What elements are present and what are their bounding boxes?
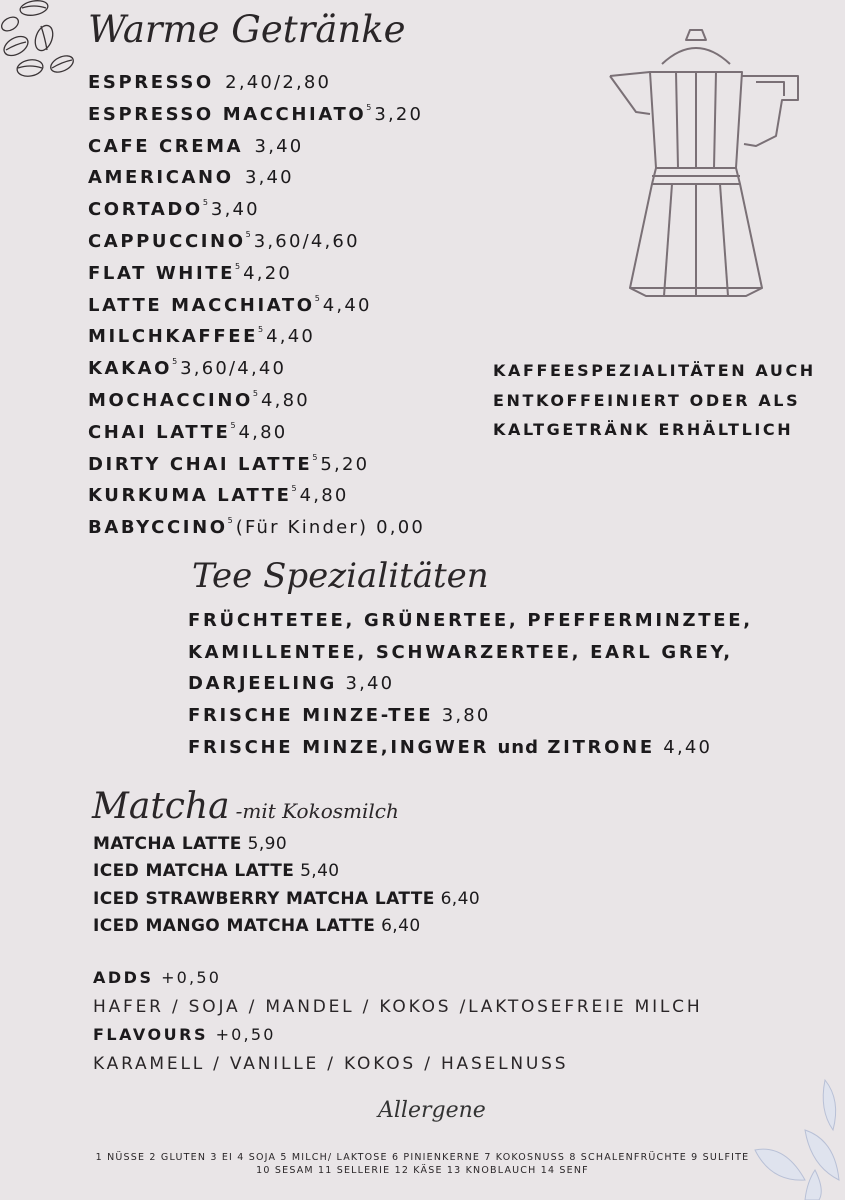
menu-item xyxy=(188,671,753,703)
item-price: 3,60/4,40 xyxy=(180,358,287,380)
allergen-legend xyxy=(0,1151,845,1177)
item-price: 2,40/2,80 xyxy=(225,72,332,93)
item-name: CORTADO xyxy=(88,199,203,221)
item-connector: und xyxy=(497,736,539,758)
adds-price: +0,50 xyxy=(161,968,222,987)
menu-item xyxy=(93,915,480,942)
allergen-marker: 5 xyxy=(230,420,236,430)
menu-item xyxy=(88,349,425,381)
tea-names: FRÜCHTETEE, GRÜNERTEE, PFEFFERMINZTEE, xyxy=(188,610,753,631)
item-name: ICED STRAWBERRY MATCHA LATTE xyxy=(93,888,435,909)
tea-line xyxy=(188,640,753,672)
menu-item xyxy=(188,703,753,735)
adds-label: ADDS xyxy=(93,968,154,987)
allergen-marker: 5 xyxy=(314,293,320,303)
menu-item xyxy=(88,63,425,95)
allergene-title: Allergene xyxy=(378,1098,486,1123)
item-price: 3,60/4,60 xyxy=(253,230,360,252)
allergen-marker: 5 xyxy=(366,102,372,112)
menu-item xyxy=(88,127,425,159)
menu-item xyxy=(88,317,425,349)
item-name: FRISCHE MINZE-TEE xyxy=(188,705,434,727)
item-name: DIRTY CHAI LATTE xyxy=(88,453,313,475)
adds-section xyxy=(93,966,702,1080)
adds-header xyxy=(93,966,702,995)
note-line: KALTGETRÄNK ERHÄLTLICH xyxy=(493,420,794,439)
menu-item xyxy=(88,254,425,286)
item-price: 6,40 xyxy=(381,915,421,936)
item-name: MOCHACCINO xyxy=(88,389,253,411)
allergen-marker: 5 xyxy=(312,452,318,462)
allergen-marker: 5 xyxy=(291,484,297,494)
section-title-matcha xyxy=(92,786,399,827)
item-price: 5,90 xyxy=(247,834,288,854)
coffee-beans-icon xyxy=(0,0,80,90)
allergen-line: 10 SESAM 11 SELLERIE 12 KÄSE 13 KNOBLAUCH 14 SENF xyxy=(256,1165,589,1176)
item-name: MILCHKAFFEE xyxy=(88,326,259,348)
item-price: 4,80 xyxy=(238,421,288,443)
flavours-options: KARAMELL / VANILLE / KOKOS / HASELNUSS xyxy=(93,1053,569,1074)
item-name: FLAT WHITE xyxy=(88,262,236,284)
item-price: 4,80 xyxy=(261,389,310,411)
item-price: 3,40 xyxy=(345,673,395,695)
note-line: ENTKOFFEINIERT ODER ALS xyxy=(493,390,801,410)
section-title-tee: Tee Spezialitäten xyxy=(192,556,489,596)
item-name: LATTE MACCHIATO xyxy=(88,294,315,316)
item-price: 5,40 xyxy=(300,861,340,882)
tea-names: KAMILLENTEE, SCHWARZERTEE, EARL GREY, xyxy=(188,641,733,663)
note-line: KAFFEESPEZIALITÄTEN AUCH xyxy=(493,361,816,380)
allergen-marker: 5 xyxy=(258,325,264,335)
item-name: CHAI LATTE xyxy=(88,421,231,443)
tea-line xyxy=(188,608,753,640)
flavours-label: FLAVOURS xyxy=(93,1025,208,1045)
menu-item xyxy=(88,476,425,508)
menu-item xyxy=(93,888,480,915)
item-price: 3,80 xyxy=(441,705,491,727)
item-price: 4,80 xyxy=(299,485,349,507)
menu-item xyxy=(88,445,425,477)
warm-drinks-list xyxy=(88,63,425,540)
item-name: KAKAO xyxy=(88,358,173,380)
menu-item xyxy=(188,735,753,767)
item-name: BABYCCINO xyxy=(88,517,228,539)
item-price: 5,20 xyxy=(320,453,370,475)
item-price: 3,40 xyxy=(210,199,260,221)
allergen-line: 1 NÜSSE 2 GLUTEN 3 EI 4 SOJA 5 MILCH/ LAKTOSE 6 PINIENKERNE 7 KOKOSNUSS 8 SCHALENFRÜCHTE 9 SULFITE xyxy=(95,1152,750,1163)
matcha-list xyxy=(93,833,480,942)
menu-item xyxy=(93,860,480,887)
menu-item xyxy=(88,190,425,222)
item-price: (Für Kinder) 0,00 xyxy=(235,517,426,539)
menu-item xyxy=(88,413,425,445)
allergen-marker: 5 xyxy=(227,516,233,526)
item-name: DARJEELING xyxy=(188,673,338,695)
section-title-warme-getraenke: Warme Getränke xyxy=(88,8,406,51)
item-price: 4,40 xyxy=(663,736,713,758)
item-name: ICED MANGO MATCHA LATTE xyxy=(93,915,376,936)
item-price: 3,40 xyxy=(254,135,304,157)
matcha-title: Matcha xyxy=(92,786,230,827)
matcha-subtitle: -mit Kokosmilch xyxy=(235,799,399,823)
moka-pot-icon xyxy=(606,26,806,302)
menu-item xyxy=(88,222,425,254)
menu-item xyxy=(88,158,425,190)
flavours-price: +0,50 xyxy=(215,1025,276,1045)
item-name: MATCHA LATTE xyxy=(93,834,242,854)
item-name: CAPPUCCINO xyxy=(88,230,246,252)
info-note-entkoffeiniert xyxy=(493,356,816,445)
item-name: ICED MATCHA LATTE xyxy=(93,861,295,882)
leaves-icon xyxy=(715,1070,845,1200)
allergen-marker: 5 xyxy=(172,357,178,367)
item-price: 4,20 xyxy=(243,262,293,284)
item-name: ESPRESSO xyxy=(88,72,214,93)
menu-item xyxy=(88,508,425,540)
menu-item xyxy=(88,286,425,318)
adds-options: HAFER / SOJA / MANDEL / KOKOS /LAKTOSEFREIE MILCH xyxy=(93,996,703,1017)
allergen-marker: 5 xyxy=(202,198,208,208)
flavours-header xyxy=(93,1023,702,1052)
item-name: KURKUMA LATTE xyxy=(88,485,292,507)
allergen-marker: 5 xyxy=(252,388,258,398)
item-name: FRISCHE MINZE,INGWER xyxy=(188,736,490,758)
menu-item xyxy=(88,381,425,413)
item-price: 6,40 xyxy=(440,888,481,909)
item-name: ESPRESSO MACCHIATO xyxy=(88,103,367,125)
allergen-marker: 5 xyxy=(235,261,241,271)
tea-list xyxy=(188,608,753,766)
menu-item xyxy=(88,95,425,127)
allergen-marker: 5 xyxy=(245,229,251,239)
item-price: 4,40 xyxy=(266,326,316,348)
menu-item xyxy=(93,833,480,860)
item-name: ZITRONE xyxy=(547,736,655,758)
item-name: AMERICANO xyxy=(88,167,234,189)
item-name: CAFE CREMA xyxy=(88,135,244,157)
item-price: 3,40 xyxy=(244,167,294,189)
item-price: 4,40 xyxy=(322,294,372,316)
item-price: 3,20 xyxy=(374,103,424,125)
